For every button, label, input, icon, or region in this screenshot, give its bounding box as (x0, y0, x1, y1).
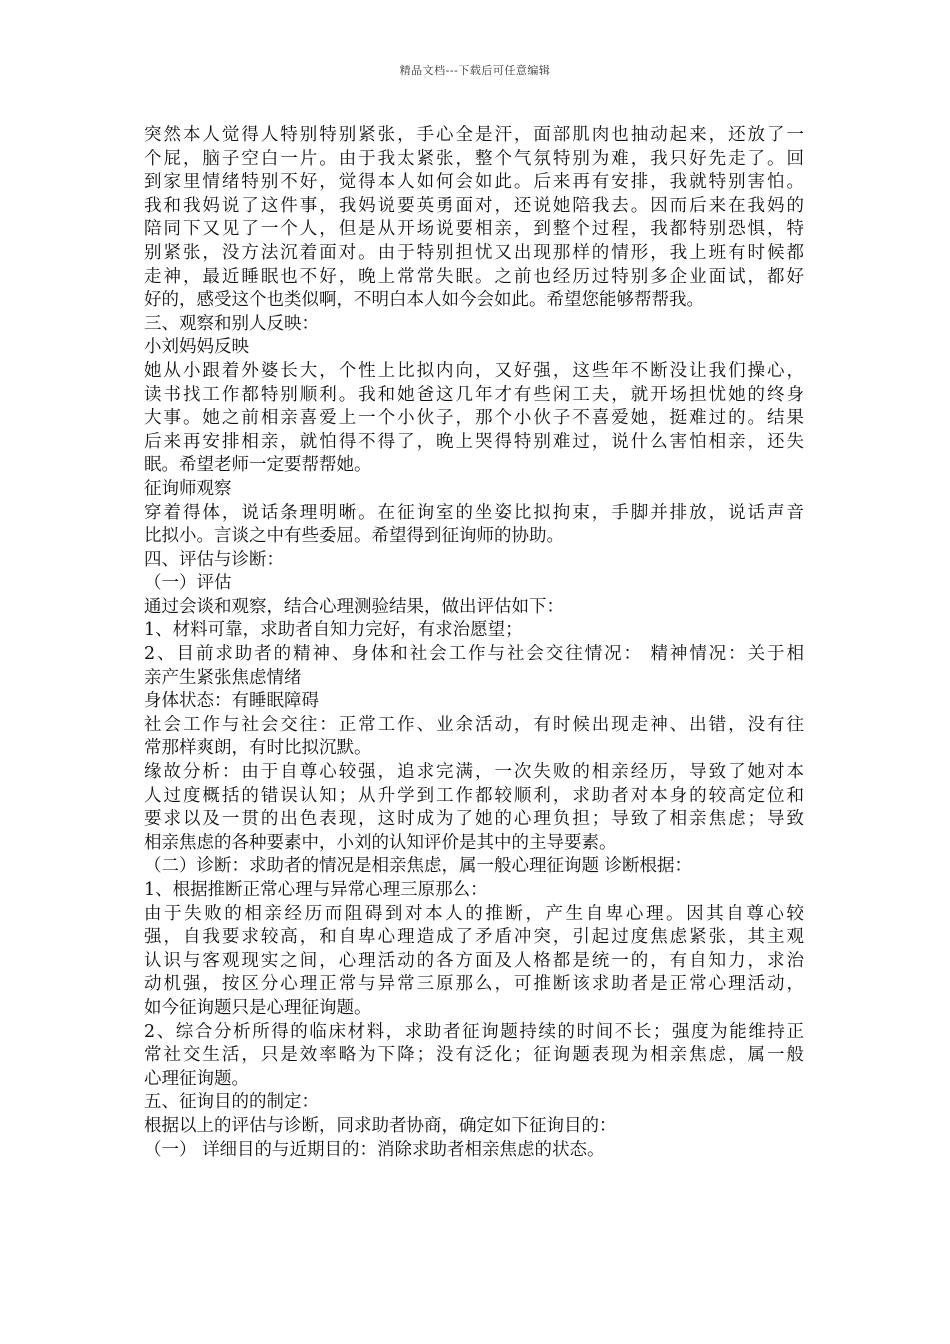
text-line: 大事。她之前相亲喜爱上一个小伙子，那个小伙子不喜爱她，挺难过的。结果 (144, 408, 804, 429)
text-line: 社会工作与社会交往：正常工作、业余活动，有时候出现走神、出错，没有往 (144, 714, 804, 735)
text-line: 征询师观察 (144, 478, 232, 499)
text-line: 认识与客观现实之间，心理活动的各方面及人格都是统一的，有自知力，求治 (144, 950, 804, 971)
text-line: 2、目前求助者的精神、身体和社会工作与社会交往情况： 精神情况：关于相 (144, 644, 804, 665)
text-line: 陪同下又见了一个人，但是从开场说要相亲，到整个过程，我都特别恐惧，特 (144, 219, 804, 240)
text-line: 根据以上的评估与诊断，同求助者协商，确定如下征询目的： (144, 1115, 617, 1136)
text-line: 动机强，按区分心理正常与异常三原那么，可推断该求助者是正常心理活动， (144, 974, 804, 995)
text-line: 2、综合分析所得的临床材料，求助者征询题持续的时间不长；强度为能维持正 (144, 1021, 804, 1042)
text-line: 人过度概括的错误认知；从升学到工作都较顺利，求助者对本身的较高定位和 (144, 785, 804, 806)
text-line: 好的，感受这个也类似啊，不明白本人如今会如此。希望您能够帮帮我。 (144, 290, 704, 311)
text-line: 眠。希望老师一定要帮帮她。 (144, 455, 372, 476)
text-line: 四、评估与诊断： (144, 549, 284, 570)
text-line: 比拟小。言谈之中有些委屈。希望得到征询师的协助。 (144, 526, 564, 547)
page-header: 精品文档---下载后可任意编辑 (399, 64, 551, 77)
text-line: 突然本人觉得人特别特别紧张，手心全是汗，面部肌肉也抽动起来，还放了一 (144, 125, 804, 145)
text-line: 穿着得体，说话条理明晰。在征询室的坐姿比拟拘束，手脚并排放，说话声音 (144, 502, 804, 523)
text-line: （二）诊断：求助者的情况是相亲焦虑，属一般心理征询题 诊断根据： (144, 856, 693, 877)
text-line: 强，自我要求较高，和自卑心理造成了矛盾冲突，引起过度焦虑紧张，其主观 (144, 927, 804, 948)
text-line: 读书找工作都特别顺利。我和她爸这几年才有些闲工夫，就开场担忧她的终身 (144, 384, 804, 405)
document-body (144, 124, 804, 1162)
text-line: 亲产生紧张焦虑情绪 (144, 667, 302, 688)
text-line: 到家里情绪特别不好，觉得本人如何会如此。后来再有安排，我就特别害怕。 (144, 172, 804, 193)
text-line: 心理征询题。 (144, 1068, 249, 1089)
text-line: 通过会谈和观察，结合心理测验结果，做出评估如下： (144, 596, 564, 617)
text-line: 缘故分析：由于自尊心较强，追求完满，一次失败的相亲经历，导致了她对本 (144, 762, 804, 783)
text-line: （一） 详细目的与近期目的：消除求助者相亲焦虑的状态。 (144, 1139, 605, 1160)
text-line: 个屁，脑子空白一片。由于我太紧张，整个气氛特别为难，我只好先走了。回 (144, 148, 804, 169)
text-line: 1、根据推断正常心理与异常心理三原那么： (144, 880, 488, 900)
text-line: 三、观察和别人反映： (144, 313, 319, 334)
text-line: 相亲焦虑的各种要素中，小刘的认知评价是其中的主导要素。 (144, 832, 617, 853)
text-line: 如今征询题只是心理征询题。 (144, 997, 372, 1018)
text-line: 她从小跟着外婆长大，个性上比拟内向，又好强，这些年不断没让我们操心， (144, 360, 804, 381)
text-line: 五、征询目的的制定： (144, 1092, 319, 1113)
text-line: （一）评估 (144, 573, 232, 594)
text-line: 1、材料可靠，求助者自知力完好，有求治愿望； (144, 620, 523, 641)
text-line: 我和我妈说了这件事，我妈说要英勇面对，还说她陪我去。因而后来在我妈的 (144, 195, 804, 216)
text-line: 要求以及一贯的出色表现，这时成为了她的心理负担；导致了相亲焦虑；导致 (144, 809, 804, 830)
text-line: 由于失败的相亲经历而阻碍到对本人的推断，产生自卑心理。因其自尊心较 (144, 903, 804, 924)
text-line: 后来再安排相亲，就怕得不得了，晚上哭得特别难过，说什么害怕相亲，还失 (144, 431, 804, 452)
text-line: 别紧张，没方法沉着面对。由于特别担忧又出现那样的情形，我上班有时候都 (144, 242, 804, 263)
text-line: 小刘妈妈反映 (144, 337, 249, 358)
text-line: 常社交生活，只是效率略为下降；没有泛化；征询题表现为相亲焦虑，属一般 (144, 1045, 804, 1066)
text-line: 走神，最近睡眠也不好，晚上常常失眠。之前也经历过特别多企业面试，都好 (144, 266, 804, 287)
text-line: 身体状态：有睡眠障碍 (144, 691, 319, 712)
text-line: 常那样爽朗，有时比拟沉默。 (144, 738, 372, 759)
